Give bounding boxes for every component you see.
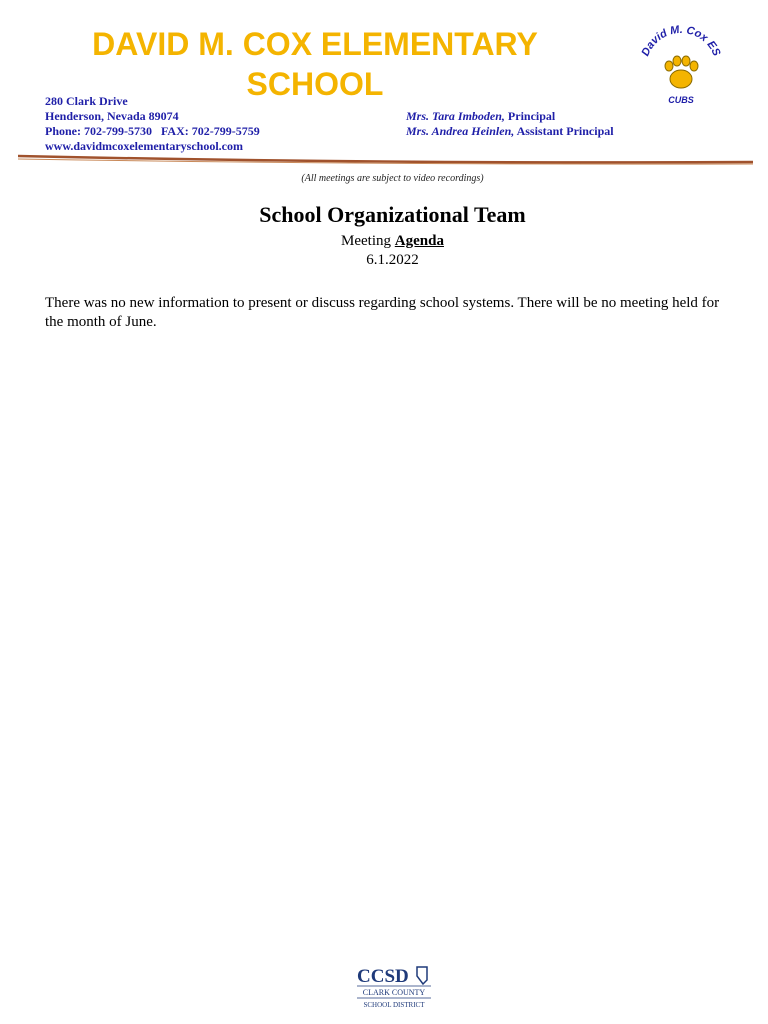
principal-name: Mrs. Tara Imboden, bbox=[406, 109, 505, 123]
header-divider bbox=[18, 150, 753, 168]
principal bbox=[406, 109, 614, 124]
ccsd-line-2: SCHOOL DISTRICT bbox=[363, 1001, 425, 1009]
phone-fax: Phone: 702-799-5730 FAX: 702-799-5759 bbox=[45, 124, 260, 138]
school-contact-info bbox=[45, 94, 260, 154]
website-link[interactable]: www.davidmcoxelementaryschool.com bbox=[45, 139, 243, 153]
agenda-word: Agenda bbox=[394, 233, 444, 249]
recording-note: (All meetings are subject to video recordings) bbox=[301, 173, 484, 184]
document-title: School Organizational Team bbox=[259, 202, 526, 227]
logo-label: CUBS bbox=[668, 95, 694, 105]
assistant-principal bbox=[406, 124, 614, 139]
school-logo bbox=[636, 24, 726, 108]
ccsd-abbrev: CCSD bbox=[357, 966, 409, 987]
paw-print-icon bbox=[665, 56, 698, 88]
meeting-date: 6.1.2022 bbox=[366, 252, 419, 268]
nevada-state-icon bbox=[417, 967, 427, 984]
ccsd-logo bbox=[355, 962, 435, 1012]
meeting-subtitle bbox=[0, 232, 768, 270]
ccsd-line-1: CLARK COUNTY bbox=[362, 988, 426, 997]
body-paragraph: There was no new information to present or discuss regarding school systems. There will be no meeting held for the month of June. bbox=[45, 295, 720, 330]
school-name: DAVID M. COX ELEMENTARY SCHOOL bbox=[92, 26, 538, 102]
meeting-word: Meeting bbox=[341, 233, 395, 249]
address-line-1: 280 Clark Drive bbox=[45, 94, 128, 108]
logo-arc-text: David M. Cox ES bbox=[639, 24, 723, 58]
principal-title: Principal bbox=[504, 109, 556, 123]
assistant-principal-name: Mrs. Andrea Heinlen, bbox=[406, 124, 515, 138]
administrators bbox=[406, 109, 614, 139]
address-line-2: Henderson, Nevada 89074 bbox=[45, 109, 179, 123]
assistant-principal-title: Assistant Principal bbox=[514, 124, 614, 138]
